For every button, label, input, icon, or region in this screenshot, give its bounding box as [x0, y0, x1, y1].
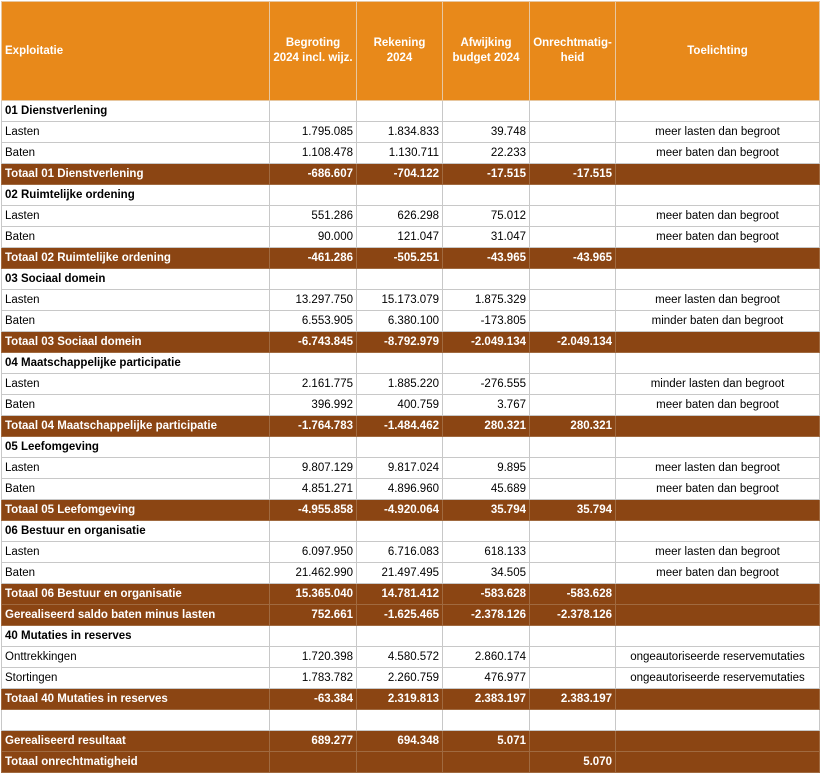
cell-begroting	[270, 101, 357, 122]
cell-rekening	[357, 269, 443, 290]
cell-onrechtmatigheid	[530, 521, 616, 542]
cell-afwijking	[443, 185, 530, 206]
table-row	[2, 542, 820, 563]
cell-onrechtmatigheid	[530, 563, 616, 584]
cell-toelichting: meer baten dan begroot	[616, 227, 820, 248]
cell-rekening: 1.834.833	[357, 122, 443, 143]
cell-label: Totaal 40 Mutaties in reserves	[2, 689, 270, 710]
section-row	[2, 353, 820, 374]
header-toelichting: Toelichting	[616, 2, 820, 101]
table-header-row	[2, 2, 820, 101]
cell-label: Lasten	[2, 122, 270, 143]
cell-label: Totaal 01 Dienstverlening	[2, 164, 270, 185]
cell-rekening: -1.625.465	[357, 605, 443, 626]
cell-label: Baten	[2, 479, 270, 500]
cell-begroting: 90.000	[270, 227, 357, 248]
cell-onrechtmatigheid	[530, 143, 616, 164]
cell-rekening	[357, 101, 443, 122]
cell-label: Lasten	[2, 542, 270, 563]
cell-onrechtmatigheid	[530, 185, 616, 206]
cell-begroting: 1.795.085	[270, 122, 357, 143]
cell-afwijking: 39.748	[443, 122, 530, 143]
cell-begroting: 1.108.478	[270, 143, 357, 164]
cell-rekening	[357, 626, 443, 647]
cell-afwijking: 31.047	[443, 227, 530, 248]
cell-begroting: 396.992	[270, 395, 357, 416]
cell-begroting	[270, 437, 357, 458]
cell-afwijking	[443, 521, 530, 542]
cell-toelichting: ongeautoriseerde reservemutaties	[616, 668, 820, 689]
cell-begroting: 6.553.905	[270, 311, 357, 332]
cell-label: Totaal 06 Bestuur en organisatie	[2, 584, 270, 605]
cell-onrechtmatigheid	[530, 731, 616, 752]
cell-onrechtmatigheid	[530, 101, 616, 122]
cell-begroting: 6.097.950	[270, 542, 357, 563]
header-exploitatie: Exploitatie	[2, 2, 270, 101]
cell-toelichting	[616, 416, 820, 437]
cell-toelichting	[616, 584, 820, 605]
cell-label: Baten	[2, 563, 270, 584]
cell-onrechtmatigheid	[530, 458, 616, 479]
table-row	[2, 374, 820, 395]
cell-label: Gerealiseerd resultaat	[2, 731, 270, 752]
cell-toelichting	[616, 269, 820, 290]
cell-label: Totaal 02 Ruimtelijke ordening	[2, 248, 270, 269]
cell-begroting: 1.783.782	[270, 668, 357, 689]
cell-afwijking	[443, 269, 530, 290]
cell-rekening: 2.260.759	[357, 668, 443, 689]
table-row	[2, 227, 820, 248]
cell-rekening: -8.792.979	[357, 332, 443, 353]
total-row	[2, 416, 820, 437]
cell-label: Gerealiseerd saldo baten minus lasten	[2, 605, 270, 626]
cell-onrechtmatigheid: -2.049.134	[530, 332, 616, 353]
cell-label: Baten	[2, 227, 270, 248]
cell-toelichting: meer baten dan begroot	[616, 563, 820, 584]
cell-onrechtmatigheid	[530, 311, 616, 332]
cell-onrechtmatigheid	[530, 710, 616, 731]
cell-rekening	[357, 353, 443, 374]
cell-onrechtmatigheid	[530, 479, 616, 500]
cell-onrechtmatigheid	[530, 542, 616, 563]
cell-afwijking: -2.049.134	[443, 332, 530, 353]
cell-afwijking: 75.012	[443, 206, 530, 227]
cell-rekening: 1.885.220	[357, 374, 443, 395]
header-begroting: Begroting 2024 incl. wijz.	[270, 2, 357, 101]
cell-begroting: -461.286	[270, 248, 357, 269]
cell-label: Stortingen	[2, 668, 270, 689]
cell-begroting	[270, 521, 357, 542]
table-row	[2, 458, 820, 479]
cell-begroting: 15.365.040	[270, 584, 357, 605]
cell-onrechtmatigheid: -17.515	[530, 164, 616, 185]
cell-onrechtmatigheid: 2.383.197	[530, 689, 616, 710]
cell-toelichting	[616, 185, 820, 206]
table-row	[2, 647, 820, 668]
cell-begroting: 9.807.129	[270, 458, 357, 479]
table-row	[2, 563, 820, 584]
header-onrechtmatigheid: Onrechtmatig-heid	[530, 2, 616, 101]
table-row	[2, 206, 820, 227]
cell-label: Lasten	[2, 206, 270, 227]
cell-afwijking	[443, 626, 530, 647]
header-rekening: Rekening 2024	[357, 2, 443, 101]
total-row	[2, 731, 820, 752]
cell-begroting: -6.743.845	[270, 332, 357, 353]
cell-rekening	[357, 437, 443, 458]
cell-toelichting: minder baten dan begroot	[616, 311, 820, 332]
cell-label: Lasten	[2, 374, 270, 395]
cell-toelichting	[616, 521, 820, 542]
cell-label: Lasten	[2, 290, 270, 311]
cell-toelichting: meer lasten dan begroot	[616, 122, 820, 143]
cell-toelichting: meer lasten dan begroot	[616, 542, 820, 563]
cell-onrechtmatigheid: -43.965	[530, 248, 616, 269]
cell-onrechtmatigheid	[530, 668, 616, 689]
cell-label: Onttrekkingen	[2, 647, 270, 668]
cell-afwijking	[443, 710, 530, 731]
cell-toelichting: meer lasten dan begroot	[616, 458, 820, 479]
cell-afwijking: -17.515	[443, 164, 530, 185]
cell-toelichting	[616, 353, 820, 374]
cell-label: 04 Maatschappelijke participatie	[2, 353, 270, 374]
cell-rekening: 626.298	[357, 206, 443, 227]
cell-label: Totaal onrechtmatigheid	[2, 752, 270, 773]
total-row	[2, 248, 820, 269]
cell-begroting: 21.462.990	[270, 563, 357, 584]
cell-toelichting	[616, 605, 820, 626]
cell-rekening	[357, 752, 443, 773]
cell-begroting: 13.297.750	[270, 290, 357, 311]
cell-afwijking: -583.628	[443, 584, 530, 605]
total-row	[2, 332, 820, 353]
cell-toelichting: meer baten dan begroot	[616, 395, 820, 416]
section-row	[2, 185, 820, 206]
total-row	[2, 605, 820, 626]
cell-onrechtmatigheid	[530, 647, 616, 668]
cell-begroting: 1.720.398	[270, 647, 357, 668]
cell-onrechtmatigheid	[530, 290, 616, 311]
table-row	[2, 122, 820, 143]
cell-begroting	[270, 269, 357, 290]
cell-label	[2, 710, 270, 731]
section-row	[2, 626, 820, 647]
cell-begroting: 2.161.775	[270, 374, 357, 395]
table-row	[2, 290, 820, 311]
cell-toelichting: meer baten dan begroot	[616, 206, 820, 227]
cell-onrechtmatigheid: -2.378.126	[530, 605, 616, 626]
cell-toelichting	[616, 437, 820, 458]
cell-onrechtmatigheid	[530, 395, 616, 416]
cell-toelichting	[616, 710, 820, 731]
cell-afwijking: 9.895	[443, 458, 530, 479]
cell-onrechtmatigheid: 35.794	[530, 500, 616, 521]
header-afwijking: Afwijking budget 2024	[443, 2, 530, 101]
cell-label: Totaal 03 Sociaal domein	[2, 332, 270, 353]
cell-afwijking: 2.860.174	[443, 647, 530, 668]
cell-toelichting	[616, 248, 820, 269]
cell-afwijking	[443, 353, 530, 374]
cell-rekening: 2.319.813	[357, 689, 443, 710]
cell-label: Baten	[2, 143, 270, 164]
cell-label: Totaal 04 Maatschappelijke participatie	[2, 416, 270, 437]
cell-afwijking	[443, 752, 530, 773]
cell-rekening	[357, 185, 443, 206]
cell-rekening: 1.130.711	[357, 143, 443, 164]
cell-onrechtmatigheid	[530, 374, 616, 395]
cell-label: Totaal 05 Leefomgeving	[2, 500, 270, 521]
section-row	[2, 101, 820, 122]
cell-toelichting: ongeautoriseerde reservemutaties	[616, 647, 820, 668]
cell-rekening: -505.251	[357, 248, 443, 269]
cell-afwijking: 1.875.329	[443, 290, 530, 311]
cell-afwijking: 5.071	[443, 731, 530, 752]
section-row	[2, 437, 820, 458]
table-row	[2, 668, 820, 689]
cell-rekening	[357, 710, 443, 731]
cell-begroting	[270, 353, 357, 374]
cell-rekening: 694.348	[357, 731, 443, 752]
cell-onrechtmatigheid	[530, 353, 616, 374]
cell-begroting: 689.277	[270, 731, 357, 752]
cell-afwijking: -173.805	[443, 311, 530, 332]
cell-begroting	[270, 626, 357, 647]
cell-rekening: 4.896.960	[357, 479, 443, 500]
cell-label: 05 Leefomgeving	[2, 437, 270, 458]
total-row	[2, 752, 820, 773]
cell-begroting: -4.955.858	[270, 500, 357, 521]
cell-afwijking: 618.133	[443, 542, 530, 563]
cell-begroting	[270, 185, 357, 206]
cell-begroting: 551.286	[270, 206, 357, 227]
cell-onrechtmatigheid: 5.070	[530, 752, 616, 773]
section-row	[2, 521, 820, 542]
cell-label: 40 Mutaties in reserves	[2, 626, 270, 647]
cell-toelichting	[616, 689, 820, 710]
cell-toelichting	[616, 731, 820, 752]
total-row	[2, 164, 820, 185]
cell-rekening: -4.920.064	[357, 500, 443, 521]
cell-begroting: 752.661	[270, 605, 357, 626]
exploitatie-table	[1, 1, 820, 773]
cell-afwijking: -2.378.126	[443, 605, 530, 626]
table-row	[2, 710, 820, 731]
table-row	[2, 479, 820, 500]
cell-onrechtmatigheid	[530, 206, 616, 227]
cell-onrechtmatigheid: -583.628	[530, 584, 616, 605]
cell-afwijking: -43.965	[443, 248, 530, 269]
cell-begroting: 4.851.271	[270, 479, 357, 500]
cell-toelichting	[616, 500, 820, 521]
total-row	[2, 500, 820, 521]
cell-begroting	[270, 710, 357, 731]
cell-toelichting	[616, 101, 820, 122]
cell-toelichting: meer lasten dan begroot	[616, 290, 820, 311]
cell-afwijking: -276.555	[443, 374, 530, 395]
cell-rekening	[357, 521, 443, 542]
cell-toelichting: meer baten dan begroot	[616, 143, 820, 164]
cell-label: 01 Dienstverlening	[2, 101, 270, 122]
cell-afwijking	[443, 101, 530, 122]
table-row	[2, 143, 820, 164]
cell-rekening: 21.497.495	[357, 563, 443, 584]
cell-afwijking: 2.383.197	[443, 689, 530, 710]
cell-afwijking: 476.977	[443, 668, 530, 689]
cell-begroting	[270, 752, 357, 773]
cell-rekening: 14.781.412	[357, 584, 443, 605]
section-row	[2, 269, 820, 290]
cell-rekening: 6.716.083	[357, 542, 443, 563]
cell-rekening: 15.173.079	[357, 290, 443, 311]
cell-rekening: 4.580.572	[357, 647, 443, 668]
table-row	[2, 395, 820, 416]
cell-afwijking: 280.321	[443, 416, 530, 437]
cell-rekening: 121.047	[357, 227, 443, 248]
cell-onrechtmatigheid: 280.321	[530, 416, 616, 437]
cell-toelichting	[616, 626, 820, 647]
cell-toelichting	[616, 752, 820, 773]
cell-onrechtmatigheid	[530, 122, 616, 143]
cell-afwijking: 34.505	[443, 563, 530, 584]
cell-label: Baten	[2, 395, 270, 416]
total-row	[2, 584, 820, 605]
cell-afwijking	[443, 437, 530, 458]
cell-toelichting	[616, 164, 820, 185]
cell-begroting: -63.384	[270, 689, 357, 710]
cell-toelichting	[616, 332, 820, 353]
cell-afwijking: 45.689	[443, 479, 530, 500]
cell-toelichting: minder lasten dan begroot	[616, 374, 820, 395]
cell-label: 02 Ruimtelijke ordening	[2, 185, 270, 206]
cell-onrechtmatigheid	[530, 227, 616, 248]
cell-rekening: -1.484.462	[357, 416, 443, 437]
cell-rekening: 9.817.024	[357, 458, 443, 479]
cell-onrechtmatigheid	[530, 437, 616, 458]
cell-onrechtmatigheid	[530, 269, 616, 290]
cell-label: 03 Sociaal domein	[2, 269, 270, 290]
cell-afwijking: 35.794	[443, 500, 530, 521]
cell-afwijking: 3.767	[443, 395, 530, 416]
cell-label: Baten	[2, 311, 270, 332]
table-row	[2, 311, 820, 332]
cell-begroting: -686.607	[270, 164, 357, 185]
cell-onrechtmatigheid	[530, 626, 616, 647]
cell-toelichting: meer baten dan begroot	[616, 479, 820, 500]
cell-rekening: -704.122	[357, 164, 443, 185]
cell-label: Lasten	[2, 458, 270, 479]
cell-begroting: -1.764.783	[270, 416, 357, 437]
cell-afwijking: 22.233	[443, 143, 530, 164]
cell-rekening: 6.380.100	[357, 311, 443, 332]
cell-label: 06 Bestuur en organisatie	[2, 521, 270, 542]
total-row	[2, 689, 820, 710]
cell-rekening: 400.759	[357, 395, 443, 416]
